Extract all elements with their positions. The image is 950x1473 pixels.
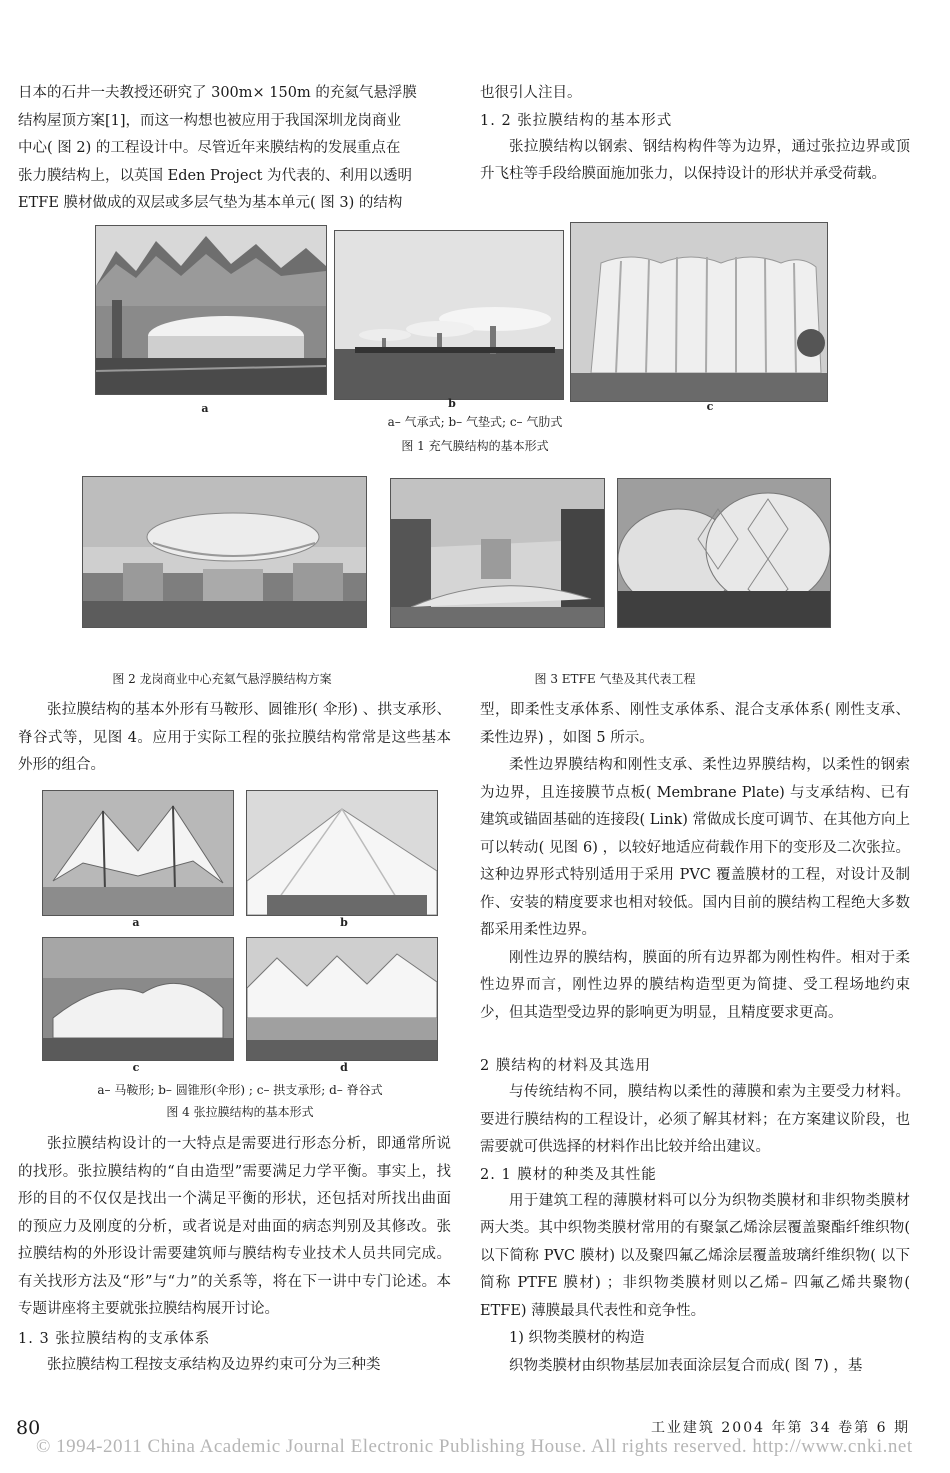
text-line: 中心( 图 2) 的工程设计中。尽管近年来膜结构的发展重点在 — [18, 140, 401, 156]
paragraph: 张拉膜结构工程按支承结构及边界约束可分为三种类 — [47, 1356, 381, 1373]
figure-4a-photo — [42, 790, 234, 916]
figure-2-caption: 图 2 龙岗商业中心充氦气悬浮膜结构方案 — [112, 672, 332, 686]
figure-4c-photo — [42, 937, 234, 1061]
text-line: 结构屋顶方案[1]，而这一构想也被应用于我国深圳龙岗商业 — [18, 112, 402, 129]
paragraph: 织物类膜材由织物基层加表面涂层复合而成( 图 7) ，基 — [509, 1357, 863, 1374]
journal-info: 工业建筑 2004 年第 34 卷第 6 期 — [650, 1420, 910, 1436]
paragraph: 刚性边界的膜结构，膜面的所有边界都为刚性构件。相对于柔性边界而言，刚性边界的膜结构造型更为简捷、受工程场地约束少，但其造型受边界的影响更为明显，且精度要求更高。 — [480, 949, 910, 1021]
figure-1b-photo — [334, 230, 564, 400]
page-number: 80 — [16, 1417, 41, 1439]
paragraph: 柔性边界膜结构和刚性支承、柔性边界膜结构，以柔性的钢索为边界，且连接膜节点板( Membrane Plate) 与支承结构、已有建筑或锚固基础的连接段( Link) 常做成长度可调节、在其他方向上可以转动( 见图 6) ，以较好地适应荷载作用下的变形及二次张拉。这种边界形式特别适用于采用 PVC 覆盖膜材的工程，对设计及制作、安装的精度要求也相对较低。国内目前的膜结构工程绝大多数都采用柔性边界。 — [480, 757, 910, 938]
figure-4b-photo — [246, 790, 438, 916]
figure-1c-photo — [570, 222, 828, 402]
section-heading: 1. 2 张拉膜结构的基本形式 — [480, 112, 673, 129]
paragraph: 与传统结构不同，膜结构以柔性的薄膜和索为主要受力材料。要进行膜结构的工程设计，必须了解其材料；在方案建议阶段，也需要就可供选择的材料作出比较并给出建议。 — [480, 1084, 910, 1155]
text-line: 也很引人注目。 — [480, 85, 582, 101]
figure-1a-photo — [95, 225, 327, 395]
figure-1-caption: 图 1 充气膜结构的基本形式 — [401, 439, 549, 453]
figure-4-legend: a– 马鞍形; b– 圆锥形(伞形) ; c– 拱支承形; d– 脊谷式 — [97, 1083, 383, 1097]
paragraph: 张拉膜结构设计的一大特点是需要进行形态分析，即通常所说的找形。张拉膜结构的“自由造型”需要满足力学平衡。事实上，找形的目的不仅仅是找出一个满足平衡的形状，还包括对所找出曲面的预应力及刚度的分析，或者说是对曲面的病态判别及其修改。张拉膜结构的外形设计需要建筑师与膜结构专业技术人员共同完成。有关找形方法及“形”与“力”的关系等，将在下一讲中专门论述。本专题讲座将主要就张拉膜结构展开讨论。 — [18, 1136, 451, 1317]
figure-1a-label: a — [201, 402, 209, 415]
figure-4a-label: a — [132, 916, 140, 929]
text-line: 日本的石井一夫教授还研究了 300m× 150m 的充氦气悬浮膜 — [18, 85, 417, 101]
figure-4d-photo — [246, 937, 438, 1061]
left-top-text — [18, 80, 451, 218]
figure-4d-label: d — [340, 1061, 348, 1074]
figure-4b-label: b — [340, 916, 348, 929]
text-line: ETFE 膜材做成的双层或多层气垫为基本单元( 图 3) 的结构 — [18, 195, 403, 211]
right-top-text — [480, 80, 910, 189]
right-main-text — [480, 697, 910, 1380]
section-heading: 2 膜结构的材料及其选用 — [480, 1058, 651, 1074]
copyright-watermark: © 1994-2011 China Academic Journal Electronic Publishing House. All rights reserved. http://www.cnki.net — [36, 1436, 913, 1457]
section-heading: 2. 1 膜材的种类及其性能 — [480, 1166, 657, 1183]
left-mid-text — [18, 697, 451, 780]
left-bottom-text — [18, 1131, 451, 1379]
list-item: 1) 织物类膜材的构造 — [509, 1330, 645, 1346]
figure-1b-label: b — [448, 397, 456, 410]
paragraph: 张拉膜结构的基本外形有马鞍形、圆锥形( 伞形) 、拱支承形、脊谷式等，见图 4。应用于实际工程的张拉膜结构常常是这些基本外形的组合。 — [18, 702, 451, 773]
figure-3-photo-a — [390, 478, 605, 628]
paragraph: 用于建筑工程的薄膜材料可以分为织物类膜材和非织物类膜材两大类。其中织物类膜材常用的有聚氯乙烯涂层覆盖聚酯纤维织物( 以下简称 PVC 膜材) 以及聚四氟乙烯涂层覆盖玻璃纤维织物( 以下简称 PTFE 膜材) ；非织物类膜材则以乙烯– 四氟乙烯共聚物( ETFE) 薄膜最具代表性和竞争性。 — [480, 1192, 910, 1319]
figure-3-photo-b — [617, 478, 831, 628]
figure-4-caption: 图 4 张拉膜结构的基本形式 — [166, 1105, 314, 1119]
paragraph: 张拉膜结构以钢索、钢结构构件等为边界，通过张拉边界或顶升飞柱等手段给膜面施加张力，以保持设计的形状并承受荷载。 — [480, 138, 910, 182]
section-heading: 1. 3 张拉膜结构的支承体系 — [18, 1330, 211, 1347]
figure-2-photo — [82, 476, 367, 628]
figure-4c-label: c — [132, 1061, 140, 1074]
paragraph: 型，即柔性支承体系、刚性支承体系、混合支承体系( 刚性支承、柔性边界) ，如图 5 所示。 — [480, 702, 910, 746]
text-line: 张力膜结构上，以英国 Eden Project 为代表的、利用以透明 — [18, 167, 413, 184]
figure-1c-label: c — [706, 400, 714, 413]
figure-3-caption: 图 3 ETFE 气垫及其代表工程 — [534, 672, 696, 686]
figure-1-legend: a– 气承式; b– 气垫式; c– 气肋式 — [387, 415, 563, 429]
